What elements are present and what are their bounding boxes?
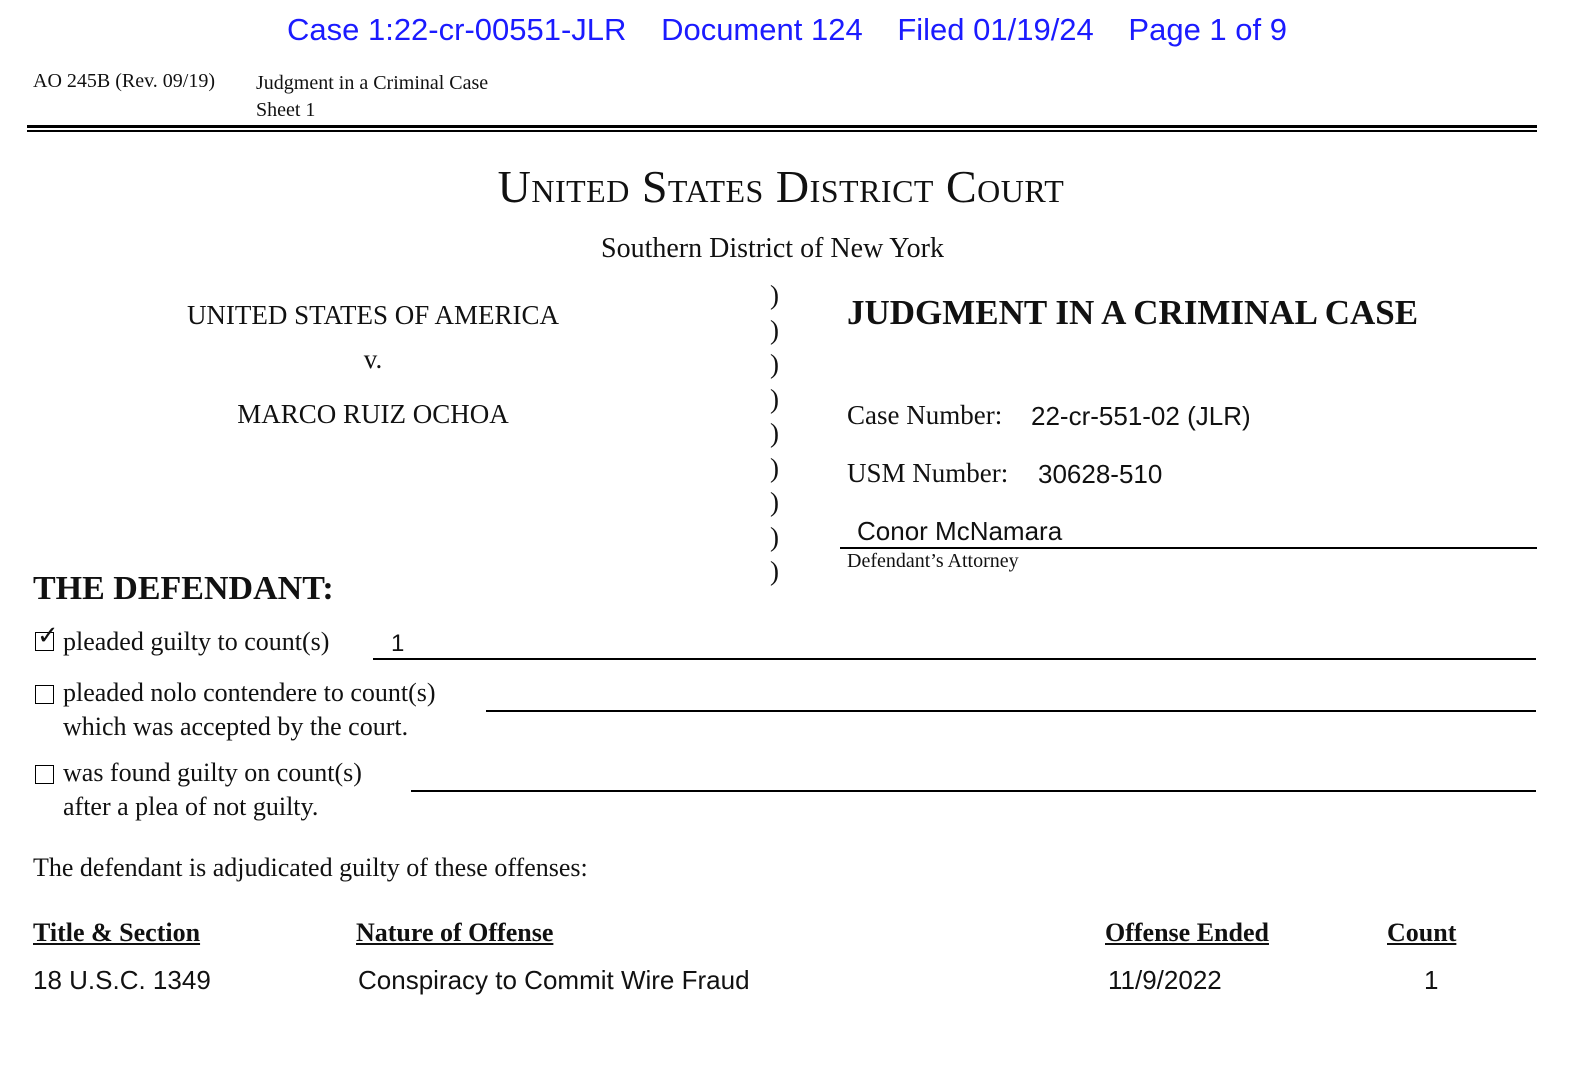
cell-nature-of-offense: Conspiracy to Commit Wire Fraud: [358, 965, 750, 995]
paren: ): [770, 521, 779, 552]
option-found-guilty: was found guilty on count(s): [63, 758, 362, 787]
plaintiff-name: UNITED STATES OF AMERICA: [186, 300, 560, 330]
found-guilty-underline: [411, 790, 1536, 792]
stamp-document: Document 124: [661, 12, 863, 47]
usm-number-label: USM Number:: [847, 458, 1009, 488]
filing-stamp: [0, 12, 1574, 48]
paren: ): [770, 314, 779, 345]
court-district: Southern District of New York: [601, 233, 944, 264]
versus: v.: [363, 344, 383, 374]
paren: ): [770, 349, 779, 379]
cell-count: 1: [1424, 965, 1439, 995]
pleaded-guilty-underline: [373, 658, 1536, 660]
stamp-filed: Filed 01/19/24: [897, 12, 1094, 47]
form-title: Judgment in a Criminal Case: [256, 72, 489, 94]
attorney-label: Defendant’s Attorney: [847, 550, 1019, 572]
paren: ): [770, 280, 779, 310]
header-offense-ended: Offense Ended: [1105, 918, 1269, 947]
stamp-case: Case 1:22-cr-00551-JLR: [286, 12, 627, 47]
attorney-underline: [840, 547, 1537, 549]
form-description: [256, 70, 488, 124]
paren: ): [770, 418, 779, 448]
checkbox-nolo-contendere[interactable]: [35, 685, 54, 704]
option-pleaded-guilty: pleaded guilty to count(s): [63, 627, 330, 656]
form-sheet: Sheet 1: [256, 99, 316, 121]
check-icon: ✓: [37, 621, 59, 650]
header-title-section: Title & Section: [33, 918, 201, 947]
header-rule-thin: [27, 130, 1537, 132]
form-id: AO 245B (Rev. 09/19): [33, 70, 216, 92]
defendant-name: MARCO RUIZ OCHOA: [237, 399, 509, 429]
case-number-label: Case Number:: [847, 400, 1003, 430]
option-found-guilty-note: after a plea of not guilty.: [63, 792, 319, 821]
paren: ): [770, 556, 779, 586]
paren: ): [770, 383, 779, 414]
stamp-page: Page 1 of 9: [1128, 12, 1287, 47]
defendant-heading: THE DEFENDANT:: [33, 570, 334, 607]
header-nature-of-offense: Nature of Offense: [356, 918, 554, 947]
attorney-name: Conor McNamara: [857, 516, 1063, 546]
paren: ): [770, 452, 779, 483]
adjudicated-statement: The defendant is adjudicated guilty of these offenses:: [33, 853, 588, 882]
checkbox-found-guilty[interactable]: [35, 765, 54, 784]
usm-number-value: 30628-510: [1038, 459, 1163, 489]
cell-title-section: 18 U.S.C. 1349: [33, 965, 211, 995]
header-count: Count: [1387, 918, 1457, 947]
option-nolo-contendere: pleaded nolo contendere to count(s): [63, 678, 436, 707]
cell-offense-ended: 11/9/2022: [1108, 965, 1222, 995]
court-name: United States District Court: [497, 161, 1065, 212]
case-number-value: 22-cr-551-02 (JLR): [1031, 401, 1251, 431]
option-nolo-contendere-note: which was accepted by the court.: [63, 712, 409, 741]
pleaded-guilty-counts: 1: [391, 630, 405, 657]
nolo-contendere-underline: [486, 710, 1536, 712]
paren: ): [770, 487, 779, 517]
header-rule-thick: [27, 125, 1537, 128]
judgment-title: JUDGMENT IN A CRIMINAL CASE: [847, 293, 1419, 332]
caption-parentheses: [770, 278, 779, 589]
